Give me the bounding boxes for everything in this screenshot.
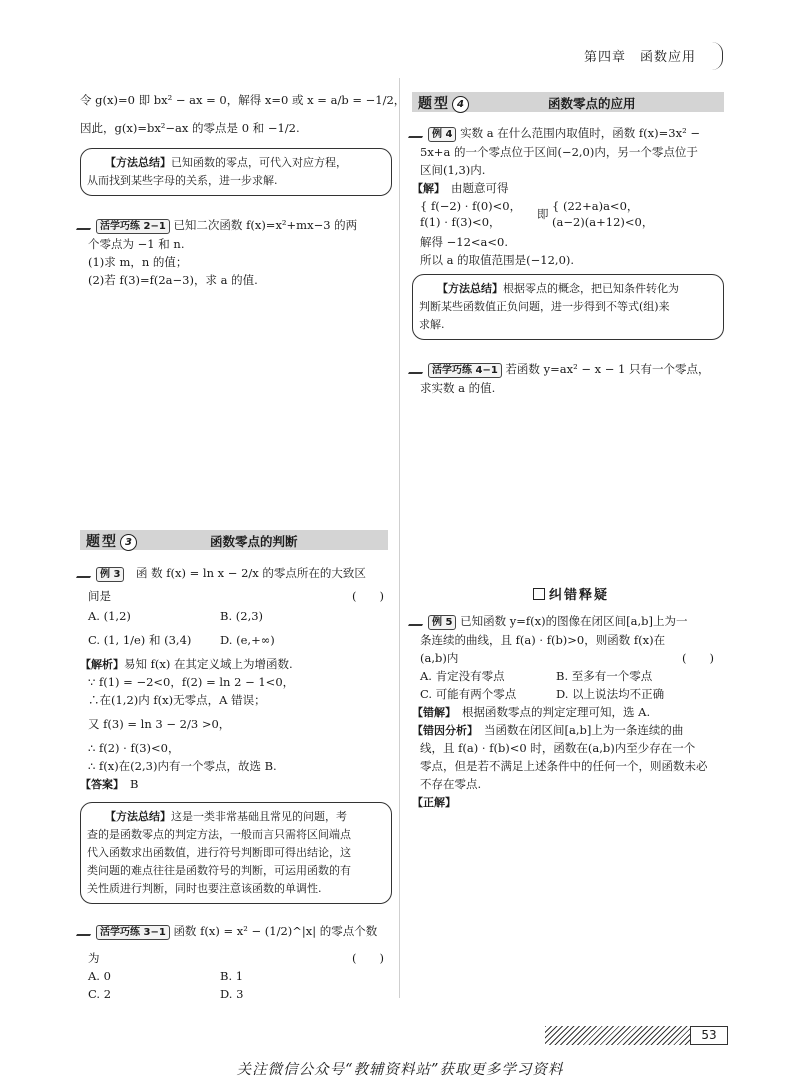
solution-line: 解得 −12<a<0. bbox=[420, 235, 509, 249]
box-line: 求解. bbox=[419, 318, 445, 331]
example-tag: 例 3 bbox=[96, 567, 124, 582]
box-line: 查的是函数零点的判定方法，一般而言只需将区间端点 bbox=[87, 828, 351, 841]
box-line: 代入函数求出函数值，进行符号判断即可得出结论，这 bbox=[87, 846, 351, 859]
page-number-stripes bbox=[545, 1026, 691, 1045]
practice-line: (1)求 m，n 的值； bbox=[88, 255, 188, 269]
pen-icon bbox=[408, 360, 430, 374]
system-left-1: { f(−2) · f(0)<0， bbox=[420, 199, 522, 213]
example-line: 条连续的曲线，且 f(a) · f(b)>0，则函数 f(x)在 bbox=[420, 633, 666, 647]
option-d: D. 3 bbox=[220, 987, 244, 1001]
box-line: 已知函数的零点，可代入对应方程， bbox=[171, 156, 347, 169]
chapter-header: 第四章 函数应用 bbox=[584, 50, 697, 65]
system-right-2: (a−2)(a+12)<0， bbox=[552, 215, 654, 229]
example-line: 已知函数 y=f(x)的图像在闭区间[a,b]上为一 bbox=[460, 614, 688, 628]
option-c: C. 2 bbox=[88, 987, 112, 1001]
column-divider bbox=[399, 78, 400, 998]
pen-icon bbox=[408, 612, 430, 626]
answer-paren: ( ) bbox=[352, 951, 384, 965]
box-line: 从而找到某些字母的关系，进一步求解. bbox=[87, 174, 278, 187]
option-b: B. 1 bbox=[220, 969, 244, 983]
option-c: C. (1, 1/e) 和 (3,4) bbox=[88, 633, 192, 647]
intro-line-1: 令 g(x)=0 即 bx² − ax = 0，解得 x=0 或 x = a/b = −1/2， bbox=[80, 93, 406, 107]
pen-icon bbox=[76, 922, 98, 936]
box-line: 判断某些函数值正负问题，进一步得到不等式(组)来 bbox=[419, 300, 670, 313]
analysis-line: 零点，但是若不满足上述条件中的任何一个，则函数未必 bbox=[420, 759, 708, 773]
wrong-text: 根据函数零点的判定定理可知，选 A. bbox=[462, 705, 651, 719]
method-summary-box-2 bbox=[80, 802, 392, 904]
system-right-1: { (22+a)a<0， bbox=[552, 199, 639, 213]
box-line: 根据零点的概念，把已知条件转化为 bbox=[503, 282, 679, 295]
box-line: 类问题的难点往往是函数符号的判断，可运用函数的有 bbox=[87, 864, 351, 877]
practice-line: 个零点为 −1 和 n. bbox=[88, 237, 185, 251]
answer-label: 【答案】 bbox=[80, 778, 119, 791]
practice-line: (2)若 f(3)=f(2a−3)，求 a 的值. bbox=[88, 273, 258, 287]
example-line: 5x+a 的一个零点位于区间(−2,0)内，另一个零点位于 bbox=[420, 145, 698, 159]
solution-intro: 由题意可得 bbox=[451, 181, 509, 195]
analysis-line: 线，且 f(a) · f(b)<0 时，函数在(a,b)内至少存在一个 bbox=[420, 741, 696, 755]
wrong-label: 【错解】 bbox=[412, 706, 451, 719]
example-line: (a,b)内 bbox=[420, 651, 459, 665]
section-title-text: 纠错释疑 bbox=[549, 588, 610, 603]
option-d: D. (e,+∞) bbox=[220, 633, 275, 647]
type-label: 题型 bbox=[86, 534, 118, 550]
practice-line: 为 bbox=[88, 951, 100, 965]
type-number-circle: 4 bbox=[452, 96, 469, 113]
intro-line-2: 因此，g(x)=bx²−ax 的零点是 0 和 −1/2. bbox=[80, 121, 300, 135]
practice-tag: 活学巧练 4−1 bbox=[428, 363, 502, 378]
type4-header-bar bbox=[412, 92, 724, 112]
option-c: C. 可能有两个零点 bbox=[420, 687, 517, 701]
solution-line: ∵ f(1) = −2<0，f(2) = ln 2 − 1<0， bbox=[88, 675, 295, 689]
option-a: A. (1,2) bbox=[88, 609, 131, 623]
type3-title: 函数零点的判断 bbox=[210, 534, 298, 549]
example-tag: 例 4 bbox=[428, 127, 456, 142]
practice-tag: 活学巧练 2−1 bbox=[96, 219, 170, 234]
type-number-circle: 3 bbox=[120, 534, 137, 551]
analysis-line: 当函数在闭区间[a,b]上为一条连续的曲 bbox=[484, 723, 684, 737]
box-label: 【方法总结】 bbox=[437, 282, 503, 295]
solution-label: 【解】 bbox=[412, 182, 440, 195]
answer-paren: ( ) bbox=[352, 589, 384, 603]
option-b: B. 至多有一个零点 bbox=[556, 669, 653, 683]
solution-line: 易知 f(x) 在其定义域上为增函数. bbox=[124, 657, 293, 671]
example-line: 区间(1,3)内. bbox=[420, 163, 486, 177]
solution-line: 又 f(3) = ln 3 − 2/3 >0， bbox=[88, 717, 231, 731]
system-connector: 即 bbox=[537, 207, 549, 221]
correct-label: 【正解】 bbox=[412, 796, 456, 809]
option-a: A. 肯定没有零点 bbox=[420, 669, 505, 683]
method-summary-box-1 bbox=[80, 148, 392, 196]
footer-text: 关注微信公众号“教辅资料站”获取更多学习资料 bbox=[236, 1062, 564, 1078]
solution-line: ∴ f(x)在(2,3)内有一个零点，故选 B. bbox=[88, 759, 277, 773]
pen-icon bbox=[76, 216, 98, 230]
practice-line: 已知二次函数 f(x)=x²+mx−3 的两 bbox=[173, 218, 358, 232]
option-d: D. 以上说法均不正确 bbox=[556, 687, 665, 701]
box-label: 【方法总结】 bbox=[105, 156, 171, 169]
example-tag: 例 5 bbox=[428, 615, 456, 630]
type-label: 题型 bbox=[418, 96, 450, 112]
type3-header-bar bbox=[80, 530, 388, 550]
box-line: 这是一类非常基础且常见的问题，考 bbox=[171, 810, 347, 823]
box-label: 【方法总结】 bbox=[105, 810, 171, 823]
solution-line: ∴ f(2) · f(3)<0， bbox=[88, 741, 180, 755]
analysis-line: 不存在零点. bbox=[420, 777, 482, 791]
page-number: 53 bbox=[690, 1026, 728, 1045]
header-bracket bbox=[712, 42, 723, 70]
section-icon bbox=[533, 588, 545, 600]
example-line: 实数 a 在什么范围内取值时，函数 f(x)=3x² − bbox=[460, 126, 700, 140]
pen-icon bbox=[76, 564, 98, 578]
practice-line: 函数 f(x) = x² − (1/2)^|x| 的零点个数 bbox=[173, 924, 378, 938]
option-a: A. 0 bbox=[88, 969, 111, 983]
section-title bbox=[533, 584, 609, 603]
box-line: 关性质进行判断，同时也要注意该函数的单调性. bbox=[87, 882, 322, 895]
answer-value: B bbox=[130, 777, 139, 791]
practice-tag: 活学巧练 3−1 bbox=[96, 925, 170, 940]
solution-label: 【解析】 bbox=[80, 658, 124, 671]
example-line: 间是 bbox=[88, 589, 111, 603]
system-left-2: f(1) · f(3)<0， bbox=[420, 215, 501, 229]
method-summary-box-3 bbox=[412, 274, 724, 340]
solution-line: 所以 a 的取值范围是(−12,0). bbox=[420, 253, 575, 267]
practice-line: 求实数 a 的值. bbox=[420, 381, 496, 395]
practice-line: 若函数 y=ax² − x − 1 只有一个零点， bbox=[505, 362, 710, 376]
type4-title: 函数零点的应用 bbox=[548, 96, 636, 111]
answer-paren: ( ) bbox=[682, 651, 714, 665]
solution-line: ∴在(1,2)内 f(x)无零点，A 错误； bbox=[88, 693, 266, 707]
pen-icon bbox=[408, 124, 430, 138]
option-b: B. (2,3) bbox=[220, 609, 264, 623]
analysis-label: 【错因分析】 bbox=[412, 724, 473, 737]
example-line: 函 数 f(x) = ln x − 2/x 的零点所在的大致区 bbox=[135, 566, 366, 580]
